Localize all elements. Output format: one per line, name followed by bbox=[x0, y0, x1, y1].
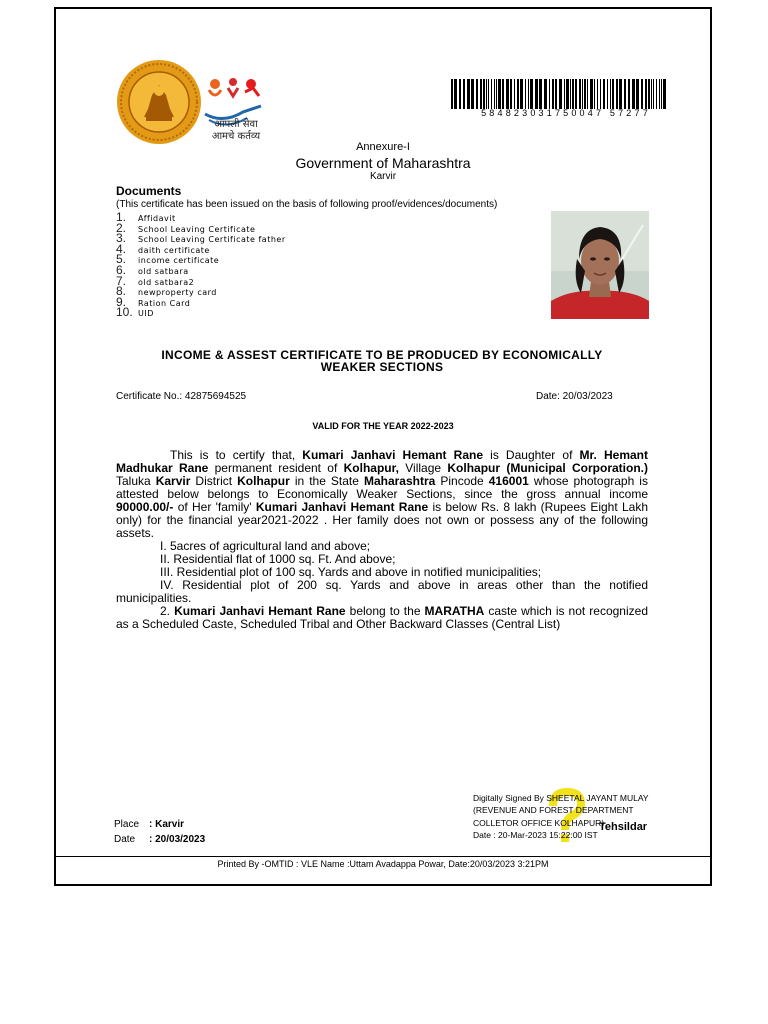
paragraph-1: This is to certify that, Kumari Janhavi Hemant Rane is Daughter of Mr. Hemant Madhukar Rane permanent resident of Kolhapur, Village Kolhapur (Municipal Corporation.) Taluka Karvir District Kolhapur in the State Maharashtra Pincode 416001 whose photograph is attested below belongs to Economically Weaker Sections, since the gross annual income 90000.00/- of Her 'family' Kumari Janhavi Hemant Rane is below Rs. 8 lakh (Rupees Eight Lakh only) for the financial year2021-2022 . Her family does not own or possess any of the following assets. bbox=[116, 448, 649, 540]
barcode-bar bbox=[459, 79, 461, 109]
document-label: School Leaving Certificate bbox=[138, 224, 256, 234]
barcode-bar bbox=[619, 79, 622, 109]
footer-date-value: : 20/03/2023 bbox=[149, 834, 206, 845]
barcode-bar bbox=[506, 79, 509, 109]
signature-date: Date : 20-Mar-2023 15:22:00 IST bbox=[473, 829, 598, 840]
place-label: Place bbox=[114, 819, 140, 830]
certificate-date: Date: 20/03/2023 bbox=[536, 391, 613, 402]
barcode-bar bbox=[539, 79, 542, 109]
barcode-bar bbox=[480, 79, 482, 109]
barcode-bar bbox=[510, 79, 512, 109]
barcode-bar bbox=[525, 79, 526, 109]
barcode-bar bbox=[552, 79, 554, 109]
barcode-bar bbox=[454, 79, 457, 109]
barcode-bar bbox=[517, 79, 519, 109]
barcode-bar bbox=[648, 79, 650, 109]
barcode-bar bbox=[661, 79, 662, 109]
barcode-bar bbox=[502, 79, 504, 109]
barcode-bar bbox=[579, 79, 581, 109]
documents-subtitle: (This certificate has been issued on the basis of following proof/evidences/documents) bbox=[116, 199, 498, 210]
footer-date-label: Date bbox=[114, 834, 136, 845]
barcode-bar bbox=[610, 79, 611, 109]
paragraph-2: 2. Kumari Janhavi Hemant Rane belong to the MARATHA caste which is not recognized as a Scheduled Caste, Scheduled Tribal and Other Backward Classes (Central List) bbox=[116, 604, 648, 631]
document-number: 9. bbox=[116, 294, 127, 309]
printed-by: Printed By -OMTID : VLE Name :Uttam Avadappa Powar, Date:20/03/2023 3:21PM bbox=[217, 859, 549, 869]
barcode-bar bbox=[651, 79, 652, 109]
applicant-photo bbox=[551, 211, 649, 319]
barcode-bar bbox=[628, 79, 630, 109]
barcode-bar bbox=[514, 79, 515, 109]
barcode-bar bbox=[645, 79, 647, 109]
document-label: Ration Card bbox=[138, 298, 191, 308]
document-number: 1. bbox=[116, 210, 127, 224]
certificate-number: Certificate No.: 42875694525 bbox=[116, 391, 247, 402]
barcode-bar bbox=[612, 79, 614, 109]
document-number: 2. bbox=[116, 220, 127, 235]
document-number: 3. bbox=[116, 231, 127, 246]
barcode-bar bbox=[659, 79, 660, 109]
certificate-title-line1: INCOME & ASSEST CERTIFICATE TO BE PRODUCED BY ECONOMICALLY bbox=[161, 348, 603, 362]
asset-2: II. Residential flat of 1000 sq. Ft. And above; bbox=[160, 552, 396, 566]
document-number: 6. bbox=[116, 262, 127, 277]
barcode-bar bbox=[471, 79, 474, 109]
aaple-seva-tagline bbox=[206, 119, 266, 143]
barcode-bar bbox=[653, 79, 654, 109]
barcode-bar bbox=[624, 79, 626, 109]
barcode-bar bbox=[488, 79, 489, 109]
barcode-bar bbox=[535, 79, 538, 109]
document-number: 8. bbox=[116, 284, 127, 299]
document-item bbox=[116, 212, 286, 223]
document-label: Affidavit bbox=[138, 214, 176, 223]
barcode-number: 584823031750047 57277 bbox=[481, 108, 651, 118]
barcode-bar bbox=[584, 79, 586, 109]
asset-1: I. 5acres of agricultural land and above; bbox=[160, 539, 371, 553]
signer-department: (REVENUE AND FOREST DEPARTMENT bbox=[473, 805, 634, 816]
document-label: School Leaving Certificate father bbox=[138, 235, 286, 245]
document-item bbox=[116, 233, 286, 244]
barcode-bar bbox=[641, 79, 643, 109]
barcode-bar bbox=[555, 79, 557, 109]
barcode-bar bbox=[582, 79, 583, 109]
footer-divider bbox=[56, 856, 710, 857]
annexure-label: Annexure-I bbox=[356, 141, 410, 153]
barcode-bar bbox=[520, 79, 523, 109]
document-number: 10. bbox=[116, 305, 133, 320]
barcode-bar bbox=[494, 79, 495, 109]
document-item bbox=[116, 273, 286, 288]
barcode-bar bbox=[572, 79, 574, 109]
barcode-bar bbox=[549, 79, 550, 109]
document-label: old satbara2 bbox=[138, 277, 195, 287]
barcode-bar bbox=[600, 79, 601, 109]
barcode-bar bbox=[528, 79, 529, 109]
barcode-bar bbox=[491, 79, 492, 109]
barcode-bar bbox=[636, 79, 639, 109]
designation: Tehsildar bbox=[599, 821, 648, 833]
barcode-bar bbox=[587, 79, 588, 109]
signer-office: COLLETOR OFFICE KOLHAPUR) bbox=[473, 817, 605, 828]
barcode-bar bbox=[570, 79, 571, 109]
barcode-icon bbox=[451, 79, 669, 109]
barcode-bar bbox=[594, 79, 595, 109]
barcode-bar bbox=[451, 79, 453, 109]
signed-by: Digitally Signed By SHEETAL JAYANT MULAY bbox=[473, 793, 649, 803]
government-title: Government of Maharashtra bbox=[295, 155, 471, 171]
barcode-bar bbox=[559, 79, 562, 109]
document-item bbox=[116, 286, 286, 297]
document-number: 7. bbox=[116, 273, 127, 288]
certificate-page bbox=[54, 7, 712, 886]
valid-year: VALID FOR THE YEAR 2022-2023 bbox=[312, 421, 454, 431]
barcode-bar bbox=[566, 79, 569, 109]
asset-4: IV. Residential plot of 200 sq. Yards and above in areas other than the notified municipalities. bbox=[116, 578, 648, 605]
barcode-bar bbox=[564, 79, 565, 109]
barcode-bar bbox=[603, 79, 605, 109]
barcode-bar bbox=[476, 79, 478, 109]
document-label: daith certificate bbox=[138, 245, 210, 255]
certificate-body bbox=[116, 449, 648, 631]
office-name: Karvir bbox=[369, 171, 397, 182]
place-value: : Karvir bbox=[149, 819, 185, 830]
document-number: 4. bbox=[116, 241, 127, 256]
document-item bbox=[116, 262, 286, 277]
document-number: 5. bbox=[116, 252, 127, 267]
barcode-bar bbox=[656, 79, 657, 109]
barcode-bar bbox=[632, 79, 635, 109]
barcode-bar bbox=[467, 79, 470, 109]
document-label: income certificate bbox=[138, 256, 220, 266]
barcode-bar bbox=[616, 79, 618, 109]
maharashtra-seal-icon bbox=[116, 59, 202, 145]
barcode-bar bbox=[663, 79, 666, 109]
document-item bbox=[116, 254, 286, 265]
aaple-seva-line2: आमचे कर्तव्य bbox=[211, 131, 261, 142]
document-item bbox=[116, 307, 286, 318]
barcode-bar bbox=[590, 79, 593, 109]
barcode-bar bbox=[483, 79, 485, 109]
barcode-bar bbox=[530, 79, 533, 109]
barcode-bar bbox=[597, 79, 598, 109]
document-item bbox=[116, 294, 286, 309]
barcode-bar bbox=[498, 79, 501, 109]
certificate-title bbox=[116, 349, 648, 373]
barcode-bar bbox=[607, 79, 608, 109]
certificate-title-line2: WEAKER SECTIONS bbox=[320, 360, 444, 374]
aaple-seva-line1: आपली सेवा bbox=[214, 119, 258, 130]
document-label: UID bbox=[138, 309, 154, 319]
barcode-bar bbox=[463, 79, 465, 109]
documents-title: Documents bbox=[116, 184, 182, 198]
document-label: old satbara bbox=[138, 266, 189, 276]
asset-3: III. Residential plot of 100 sq. Yards and above in notified municipalities; bbox=[160, 565, 542, 579]
barcode-bar bbox=[486, 79, 487, 109]
barcode-bar bbox=[496, 79, 497, 109]
barcode-bar bbox=[544, 79, 547, 109]
barcode-bar bbox=[575, 79, 577, 109]
document-item bbox=[116, 241, 286, 256]
document-item bbox=[116, 220, 286, 235]
document-label: newproperty card bbox=[138, 288, 217, 298]
digital-signature-block bbox=[473, 792, 649, 841]
documents-list bbox=[116, 212, 286, 318]
